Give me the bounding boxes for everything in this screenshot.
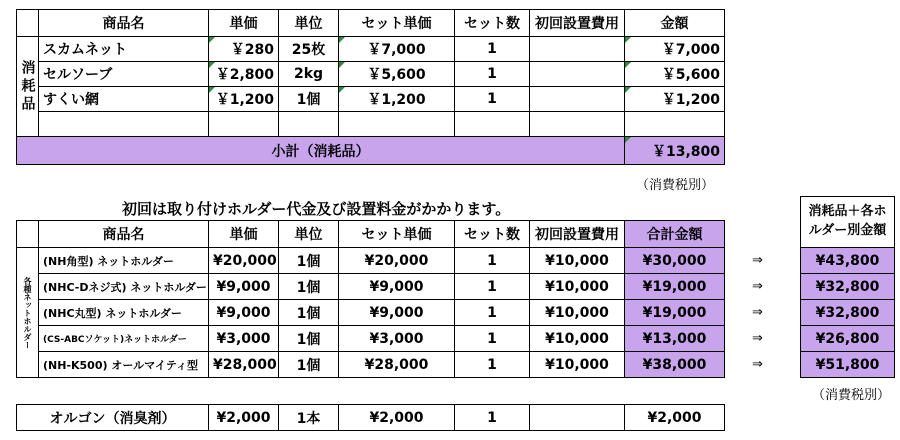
set-price: ¥9,000 [339, 300, 455, 326]
empty-cell [39, 112, 209, 137]
set-price: ￥1,200 [339, 87, 455, 112]
set-price: ¥20,000 [339, 248, 455, 274]
table-row [801, 300, 895, 326]
unit-price: ￥1,200 [209, 87, 279, 112]
set-qty: 1 [455, 300, 530, 326]
set-qty: 1 [455, 87, 530, 112]
header-unit: 単位 [279, 10, 339, 37]
empty-cell [339, 112, 455, 137]
empty-cell [625, 112, 725, 137]
set-price: ¥3,000 [339, 326, 455, 352]
set-qty: 1 [455, 248, 530, 274]
unit-price: ¥9,000 [209, 300, 279, 326]
empty-cell [455, 112, 530, 137]
empty-cell [530, 112, 625, 137]
unit-price: ￥280 [209, 37, 279, 62]
product-name: すくい網 [39, 87, 209, 112]
tax-note-consumables: （消費税別） [636, 178, 715, 193]
product-name: スカムネット [39, 37, 209, 62]
table-row [17, 274, 725, 300]
set-qty: 1 [455, 405, 530, 431]
header-unit-price: 単価 [209, 221, 279, 248]
table-row [17, 248, 725, 274]
product-name: (NH角型) ネットホルダー [39, 248, 209, 274]
set-qty: 1 [455, 326, 530, 352]
empty-cell [209, 112, 279, 137]
product-name: セルソーブ [39, 62, 209, 87]
arrow-icon: ⇒ [752, 253, 763, 268]
amount: ¥2,000 [625, 405, 725, 431]
corner-cell [17, 221, 39, 248]
combined-header: 消耗品＋各ホルダー別金額 [801, 197, 895, 248]
arrow-icon: ⇒ [752, 279, 763, 294]
total: ¥19,000 [625, 274, 725, 300]
combined-total: ¥26,800 [801, 326, 895, 352]
table-row [801, 326, 895, 352]
set-price: ￥7,000 [339, 37, 455, 62]
corner-cell [17, 10, 39, 37]
holders-header-row [17, 221, 725, 248]
total: ¥30,000 [625, 248, 725, 274]
header-product-name: 商品名 [39, 221, 209, 248]
consumables-side-label: 消耗品 [17, 37, 39, 137]
header-set-price: セット単価 [339, 10, 455, 37]
table-row [17, 326, 725, 352]
total: ¥38,000 [625, 352, 725, 378]
table-row [801, 248, 895, 274]
unit: 1本 [279, 405, 339, 431]
setup-fee: ¥10,000 [530, 300, 625, 326]
setup-fee [530, 37, 625, 62]
combined-total: ¥51,800 [801, 352, 895, 378]
unit-price: ¥20,000 [209, 248, 279, 274]
holders-side-label: 各種ネットホルダー [17, 248, 39, 378]
setup-fee [530, 87, 625, 112]
unit: 1個 [279, 326, 339, 352]
product-name: (NH-K500) オールマイティ型 [39, 352, 209, 378]
set-qty: 1 [455, 62, 530, 87]
setup-fee [530, 62, 625, 87]
set-price: ¥2,000 [339, 405, 455, 431]
table-row [801, 352, 895, 378]
setup-fee: ¥10,000 [530, 274, 625, 300]
table-row [17, 352, 725, 378]
product-name: (CS-ABCソケット)ネットホルダー [39, 326, 209, 352]
unit-price: ¥3,000 [209, 326, 279, 352]
combined-total: ¥32,800 [801, 274, 895, 300]
set-price: ￥5,600 [339, 62, 455, 87]
subtotal-value: ￥13,800 [625, 137, 725, 165]
holders-table [16, 220, 725, 378]
table-row [801, 274, 895, 300]
unit: 2kg [279, 62, 339, 87]
unit: 25枚 [279, 37, 339, 62]
header-set-qty: セット数 [455, 10, 530, 37]
table-row [17, 87, 725, 112]
subtotal-row [17, 137, 725, 165]
header-set-qty: セット数 [455, 221, 530, 248]
header-setup-fee: 初回設置費用 [530, 221, 625, 248]
total: ¥13,000 [625, 326, 725, 352]
combined-total: ¥32,800 [801, 300, 895, 326]
product-name: (NHC-Dネジ式) ネットホルダー [39, 274, 209, 300]
empty-cell [279, 112, 339, 137]
unit: 1個 [279, 87, 339, 112]
unit: 1個 [279, 274, 339, 300]
set-qty: 1 [455, 37, 530, 62]
set-qty: 1 [455, 352, 530, 378]
total: ¥19,000 [625, 300, 725, 326]
consumables-table [16, 9, 725, 165]
product-name: (NHC丸型) ネットホルダー [39, 300, 209, 326]
table-row [17, 405, 725, 431]
set-price: ¥9,000 [339, 274, 455, 300]
setup-fee [530, 405, 625, 431]
setup-fee: ¥10,000 [530, 326, 625, 352]
unit: 1個 [279, 352, 339, 378]
table-row [17, 37, 725, 62]
set-qty: 1 [455, 274, 530, 300]
amount: ￥5,600 [625, 62, 725, 87]
setup-fee: ¥10,000 [530, 248, 625, 274]
consumables-header-row [17, 10, 725, 37]
unit-price: ¥2,000 [209, 405, 279, 431]
deodorant-table [16, 404, 725, 431]
product-name: オルゴン（消臭剤） [17, 405, 209, 431]
arrow-icon: ⇒ [752, 305, 763, 320]
header-setup-fee: 初回設置費用 [530, 10, 625, 37]
table-row [17, 62, 725, 87]
amount: ￥1,200 [625, 87, 725, 112]
tax-note-holders: （消費税別） [812, 388, 891, 403]
unit: 1個 [279, 300, 339, 326]
combined-table [800, 196, 895, 378]
header-total: 合計金額 [625, 221, 725, 248]
holders-heading: 初回は取り付けホルダー代金及び設置料金がかかります。 [122, 200, 511, 218]
subtotal-label: 小計（消耗品） [17, 137, 625, 165]
header-set-price: セット単価 [339, 221, 455, 248]
setup-fee: ¥10,000 [530, 352, 625, 378]
arrow-icon: ⇒ [752, 331, 763, 346]
amount: ￥7,000 [625, 37, 725, 62]
combined-total: ¥43,800 [801, 248, 895, 274]
table-row [17, 300, 725, 326]
unit-price: ¥9,000 [209, 274, 279, 300]
header-unit: 単位 [279, 221, 339, 248]
set-price: ¥28,000 [339, 352, 455, 378]
header-product-name: 商品名 [39, 10, 209, 37]
combined-header-row [801, 197, 895, 248]
unit-price: ￥2,800 [209, 62, 279, 87]
unit-price: ¥28,000 [209, 352, 279, 378]
header-unit-price: 単価 [209, 10, 279, 37]
empty-row [17, 112, 725, 137]
header-amount: 金額 [625, 10, 725, 37]
arrow-icon: ⇒ [752, 357, 763, 372]
unit: 1個 [279, 248, 339, 274]
